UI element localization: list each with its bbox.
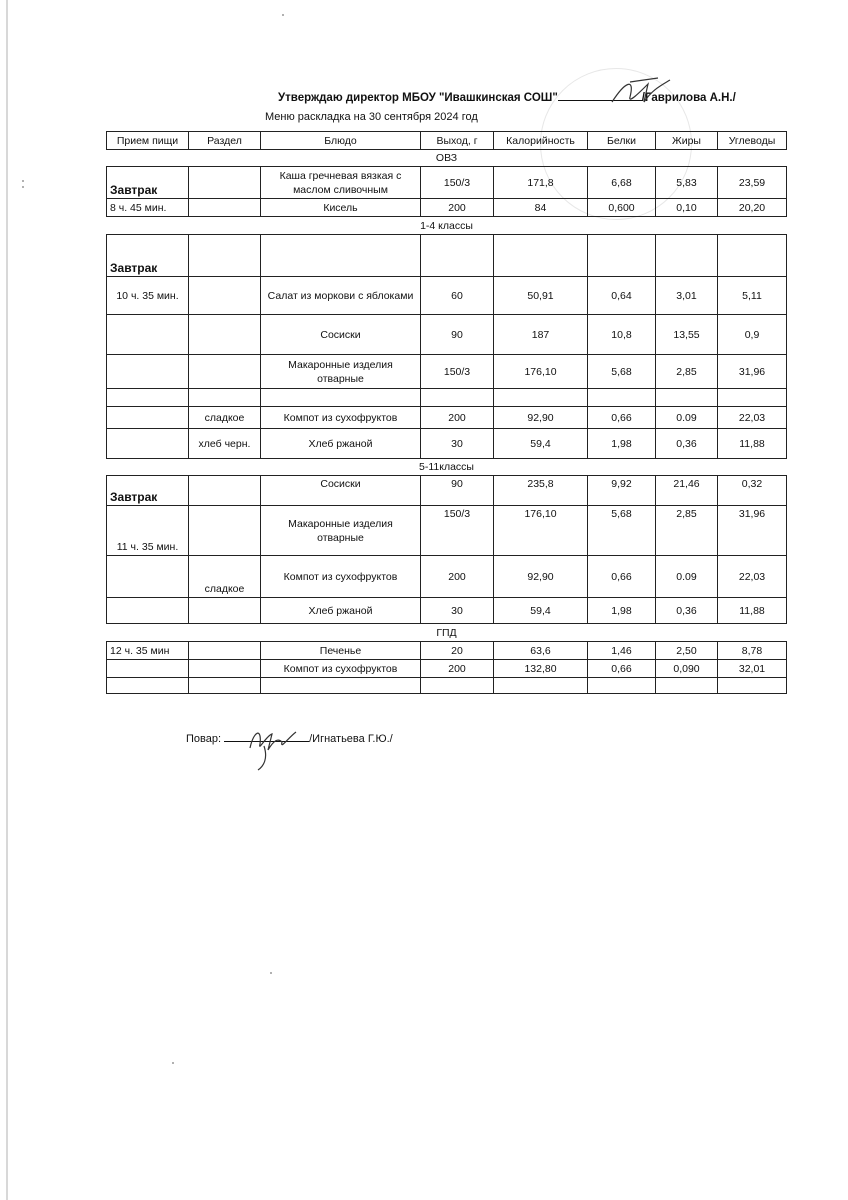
cal-cell: 63,6 [494,642,588,660]
prot-cell: 0,600 [588,199,656,217]
director-name: /Гаврилова А.Н./ [641,92,736,104]
prot-cell: 0,66 [588,407,656,429]
col-header: Блюдо [261,132,421,150]
prot-cell: 1,98 [588,598,656,624]
menu-table [106,131,787,694]
table-row [107,355,787,389]
time-cell: 11 ч. 35 мин. [107,506,189,556]
dish-cell: Макаронные изделия отварные [261,355,421,389]
col-header: Белки [588,132,656,150]
out-cell: 150/3 [421,506,494,556]
table-cell [189,678,261,694]
carb-cell: 20,20 [718,199,787,217]
cal-cell: 92,90 [494,407,588,429]
prot-cell: 6,68 [588,167,656,199]
table-cell [107,355,189,389]
dish-cell: Сосиски [261,315,421,355]
col-header: Жиры [656,132,718,150]
time-cell: 8 ч. 45 мин. [107,199,189,217]
dish-cell: Компот из сухофруктов [261,407,421,429]
cal-cell: 50,91 [494,277,588,315]
table-row [107,315,787,355]
cal-cell: 176,10 [494,355,588,389]
dish-cell: Макаронные изделия отварные [261,506,421,556]
page-title: Меню раскладка на 30 сентября 2024 год [265,111,478,123]
table-row [107,678,787,694]
table-cell [107,660,189,678]
table-cell [261,389,421,407]
prot-cell: 0,64 [588,277,656,315]
prot-cell: 9,92 [588,476,656,506]
table-cell [588,389,656,407]
table-cell [718,389,787,407]
carb-cell: 22,03 [718,556,787,598]
fat-cell: 21,46 [656,476,718,506]
section-cell [189,315,261,355]
fat-cell: 3,01 [656,277,718,315]
carb-cell: 0,9 [718,315,787,355]
out-cell: 30 [421,429,494,459]
section-cell [189,277,261,315]
out-cell: 90 [421,476,494,506]
out-cell: 150/3 [421,355,494,389]
table-row [107,389,787,407]
carb-cell: 31,96 [718,506,787,556]
table-cell [656,389,718,407]
scan-speck [22,180,24,182]
table-cell [656,235,718,277]
out-cell: 30 [421,598,494,624]
dish-cell: Салат из моркови с яблоками [261,277,421,315]
dish-cell: Сосиски [261,476,421,506]
table-row [107,429,787,459]
out-cell: 200 [421,199,494,217]
section-row [107,624,787,642]
cook-name: /Игнатьева Г.Ю./ [309,733,393,745]
meal-name: Завтрак [107,476,189,506]
section-row [107,150,787,167]
col-header: Раздел [189,132,261,150]
carb-cell: 5,11 [718,277,787,315]
cal-cell: 92,90 [494,556,588,598]
scan-edge [6,0,8,1200]
meal-name: Завтрак [107,235,189,277]
table-cell [588,235,656,277]
table-cell [107,678,189,694]
table-row [107,598,787,624]
carb-cell: 0,32 [718,476,787,506]
table-row [107,407,787,429]
section-cell [189,355,261,389]
dish-cell: Компот из сухофруктов [261,556,421,598]
carb-cell: 32,01 [718,660,787,678]
out-cell: 200 [421,407,494,429]
approval-text: Утверждаю директор МБОУ "Ивашкинская СОШ" [278,92,558,104]
fat-cell: 5,83 [656,167,718,199]
fat-cell: 0,090 [656,660,718,678]
fat-cell: 2,85 [656,506,718,556]
section-cell: сладкое [189,407,261,429]
prot-cell: 5,68 [588,506,656,556]
table-row [107,660,787,678]
prot-cell: 5,68 [588,355,656,389]
dish-cell: Хлеб ржаной [261,429,421,459]
table-cell [421,678,494,694]
table-row [107,642,787,660]
cal-cell: 59,4 [494,598,588,624]
out-cell: 20 [421,642,494,660]
prot-cell: 0,66 [588,660,656,678]
carb-cell: 23,59 [718,167,787,199]
col-header: Калорийность [494,132,588,150]
table-cell [189,389,261,407]
cal-cell: 176,10 [494,506,588,556]
dish-cell: Кисель [261,199,421,217]
table-cell [261,678,421,694]
carb-cell: 11,88 [718,429,787,459]
table-cell [421,235,494,277]
dish-cell: Хлеб ржаной [261,598,421,624]
prot-cell: 0,66 [588,556,656,598]
out-cell: 150/3 [421,167,494,199]
out-cell: 200 [421,556,494,598]
table-row [107,167,787,199]
table-row [107,277,787,315]
col-header: Выход, г [421,132,494,150]
table-cell [656,678,718,694]
section-title: ОВЗ [107,150,787,167]
cook-label: Повар: [186,733,222,745]
table-cell [718,678,787,694]
dish-cell: Каша гречневая вязкая с маслом сливочным [261,167,421,199]
carb-cell: 11,88 [718,598,787,624]
fat-cell: 2,85 [656,355,718,389]
table-cell [107,315,189,355]
table-cell [718,235,787,277]
fat-cell: 13,55 [656,315,718,355]
table-cell [189,642,261,660]
fat-cell: 0,10 [656,199,718,217]
director-signature [600,72,680,112]
section-cell [189,506,261,556]
cal-cell: 132,80 [494,660,588,678]
table-row [107,476,787,506]
dish-cell: Компот из сухофруктов [261,660,421,678]
time-cell: 10 ч. 35 мин. [107,277,189,315]
dish-cell: Печенье [261,642,421,660]
out-cell: 90 [421,315,494,355]
section-title: ГПД [107,624,787,642]
col-header: Углеводы [718,132,787,150]
table-cell [494,678,588,694]
section-row [107,217,787,235]
prot-cell: 10,8 [588,315,656,355]
prot-cell: 1,46 [588,642,656,660]
section-title: 5-11классы [107,459,787,476]
section-cell: сладкое [189,556,261,598]
carb-cell: 31,96 [718,355,787,389]
table-cell [107,389,189,407]
table-cell [107,556,189,598]
table-cell [189,660,261,678]
cal-cell: 59,4 [494,429,588,459]
cal-cell: 235,8 [494,476,588,506]
scan-speck [22,186,24,188]
cook-signature [244,722,314,774]
table-cell [189,199,261,217]
table-row [107,199,787,217]
section-row [107,459,787,476]
out-cell: 200 [421,660,494,678]
table-row [107,506,787,556]
fat-cell: 0.09 [656,407,718,429]
table-cell [421,389,494,407]
section-cell [189,598,261,624]
meal-name: Завтрак [107,167,189,199]
table-cell [494,235,588,277]
table-cell [261,235,421,277]
table-cell [494,389,588,407]
table-cell [107,598,189,624]
col-header: Прием пищи [107,132,189,150]
table-cell [107,407,189,429]
table-cell [189,235,261,277]
scan-speck [172,1062,174,1064]
table-row [107,235,787,277]
table-cell [107,429,189,459]
fat-cell: 0,36 [656,429,718,459]
table-cell [189,167,261,199]
table-header-row [107,132,787,150]
cal-cell: 84 [494,199,588,217]
carb-cell: 8,78 [718,642,787,660]
carb-cell: 22,03 [718,407,787,429]
table-row [107,556,787,598]
section-title: 1-4 классы [107,217,787,235]
time-cell: 12 ч. 35 мин [107,642,189,660]
table-cell [588,678,656,694]
scan-speck [282,14,284,16]
section-cell [189,476,261,506]
fat-cell: 0.09 [656,556,718,598]
prot-cell: 1,98 [588,429,656,459]
cal-cell: 187 [494,315,588,355]
fat-cell: 2,50 [656,642,718,660]
scan-speck [270,972,272,974]
section-cell: хлеб черн. [189,429,261,459]
fat-cell: 0,36 [656,598,718,624]
cal-cell: 171,8 [494,167,588,199]
out-cell: 60 [421,277,494,315]
